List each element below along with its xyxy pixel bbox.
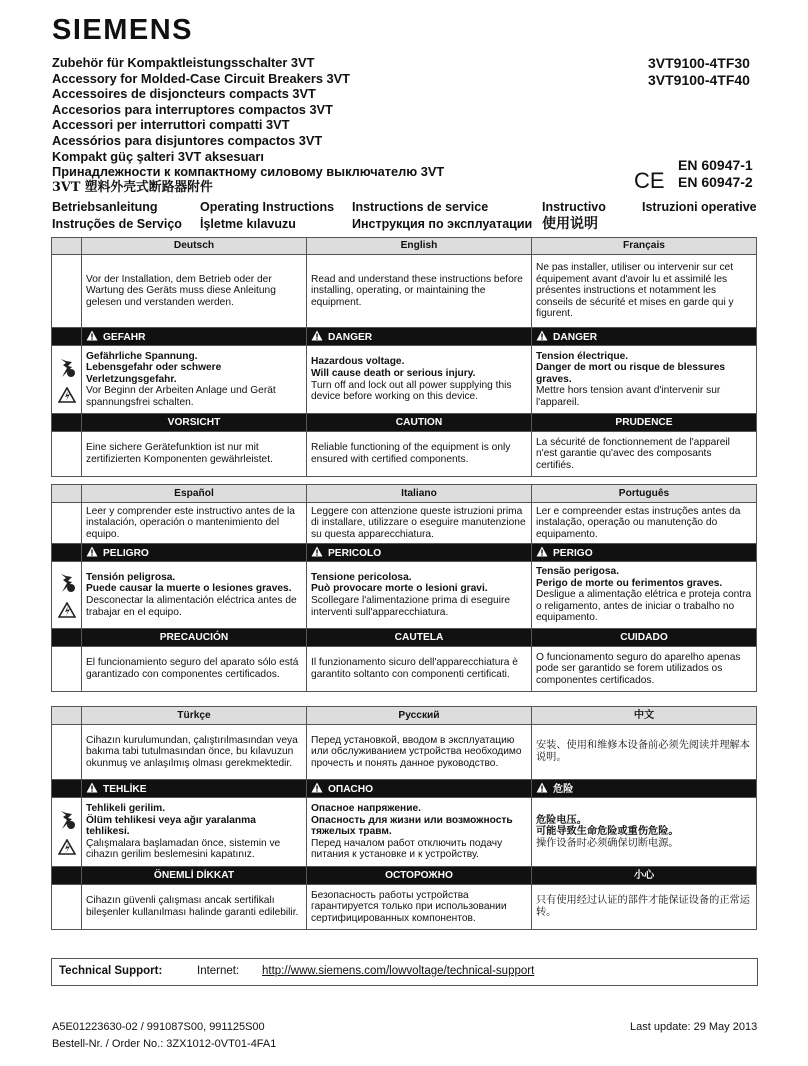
electric-hazard-icon bbox=[56, 357, 77, 403]
support-label: Technical Support: bbox=[59, 965, 163, 977]
caution-header: PRECAUCIÓN bbox=[82, 629, 307, 647]
lang-header: Français bbox=[532, 238, 757, 255]
caution-text: Cihazın güvenli çalışması ancak sertifikalı bileşenler kullanılması halinde garanti edilebilir. bbox=[82, 885, 307, 930]
warning-triangle-icon bbox=[86, 546, 98, 557]
warning-triangle-icon bbox=[86, 330, 98, 341]
caution-text: Il funzionamento sicuro dell'apparecchiatura è garantito soltanto con componenti certificati. bbox=[307, 647, 532, 692]
danger-body bbox=[82, 562, 307, 629]
instr-label: Инструкция по эксплуатации bbox=[352, 217, 533, 231]
lang-header: Português bbox=[532, 485, 757, 503]
intro-text: Ler e compreender estas instruções antes da instalação, operação ou manutenção do equipamento. bbox=[532, 503, 757, 544]
danger-text: Turn off and lock out all power supplying this device before working on this device. bbox=[311, 379, 512, 403]
danger-header bbox=[532, 544, 757, 562]
title-es: Accesorios para interruptores compactos 3VT bbox=[52, 101, 333, 117]
danger-bold-text: Hazardous voltage. Will cause death or serious injury. bbox=[311, 356, 476, 379]
danger-bold-text: Tension électrique. Danger de mort ou risque de blessures graves. bbox=[536, 350, 726, 385]
caution-blank bbox=[52, 432, 82, 477]
order-no: Bestell-Nr. / Order No.: 3ZX1012-0VT01-4FA1 bbox=[52, 1038, 277, 1050]
warning-triangle-icon bbox=[311, 330, 323, 341]
danger-label: GEFAHR bbox=[103, 331, 146, 343]
intro-blank bbox=[52, 255, 82, 328]
standards bbox=[678, 157, 753, 191]
instr-label: Instruções de Serviço bbox=[52, 217, 182, 231]
danger-label: PERIGO bbox=[553, 547, 593, 559]
danger-text: Scollegare l'alimentazione prima di eseguire interventi sull'apparecchiatura. bbox=[311, 595, 511, 618]
caution-blank bbox=[52, 885, 82, 930]
danger-text: 操作设备时必须确保切断电源。 bbox=[536, 837, 679, 849]
electric-hazard-icon bbox=[56, 809, 77, 855]
caution-header-blank bbox=[52, 867, 82, 885]
caution-text: Reliable functioning of the equipment is only ensured with certified components. bbox=[307, 432, 532, 477]
caution-header: ОСТОРОЖНО bbox=[307, 867, 532, 885]
caution-header: PRUDENCE bbox=[532, 414, 757, 432]
danger-label: TEHLİKE bbox=[103, 783, 147, 795]
title-fr: Accessoires de disjoncteurs compacts 3VT bbox=[52, 86, 316, 102]
warning-triangle-icon bbox=[86, 782, 98, 793]
safety-section bbox=[51, 706, 757, 930]
danger-body bbox=[532, 562, 757, 629]
danger-label: PELIGRO bbox=[103, 547, 149, 559]
danger-header-blank bbox=[52, 780, 82, 798]
last-update: Last update: 29 May 2013 bbox=[630, 1021, 758, 1033]
caution-text: Безопасность работы устройства гарантируется только при использовании сертифицированных компонентов. bbox=[307, 885, 532, 930]
support-link[interactable]: http://www.siemens.com/lowvoltage/technical-support bbox=[262, 965, 535, 977]
caution-header-blank bbox=[52, 629, 82, 647]
danger-text: Çalışmalara başlamadan önce, sistemin ve cihazın gerilim beslemesini kapatınız. bbox=[86, 837, 281, 861]
intro-blank bbox=[52, 725, 82, 780]
warning-triangle-icon bbox=[311, 782, 323, 793]
intro-text: Read and understand these instructions before installing, operating, or maintaining the equipment. bbox=[307, 255, 532, 328]
danger-text: Desconectar la alimentación eléctrica antes de trabajar en el equipo. bbox=[86, 595, 297, 618]
lang-header: English bbox=[307, 238, 532, 255]
danger-label: 危险 bbox=[553, 782, 574, 795]
instr-label: İşletme kılavuzu bbox=[200, 217, 296, 231]
danger-header bbox=[82, 328, 307, 346]
danger-text: Desligue a alimentação elétrica e proteja contra o religamento, antes de iniciar o trabalho no equipamento. bbox=[536, 589, 752, 624]
danger-label: DANGER bbox=[553, 331, 598, 343]
intro-text: Leggere con attenzione queste istruzioni prima di installare, utilizzare o eseguire manutenzione su questa apparecchiatura. bbox=[307, 503, 532, 544]
instr-label: Operating Instructions bbox=[200, 200, 335, 214]
electric-hazard-icon bbox=[56, 572, 77, 618]
lang-header-blank bbox=[52, 485, 82, 503]
safety-section bbox=[51, 237, 757, 477]
instr-label: Instructions de service bbox=[352, 200, 489, 214]
danger-header bbox=[307, 544, 532, 562]
intro-text: Ne pas installer, utiliser ou intervenir sur cet équipement avant d'avoir lu et assimilé les présentes instructions et notamment les conseils de sécurité et mises en garde qui y figurent. bbox=[532, 255, 757, 328]
danger-header bbox=[307, 780, 532, 798]
danger-header bbox=[82, 780, 307, 798]
lang-header: Русский bbox=[307, 707, 532, 725]
caution-header: 小心 bbox=[532, 867, 757, 885]
intro-text: Cihazın kurulumundan, çalıştırılmasından veya bakıma tabi tutulmasından önce, bu kılavuzun okunmuş ve anlaşılmış olması gerekmektedir. bbox=[82, 725, 307, 780]
danger-text: Перед началом работ отключить подачу питания к установке и к устройству. bbox=[311, 837, 503, 861]
hazard-symbols bbox=[52, 346, 82, 414]
intro-text: Vor der Installation, dem Betrieb oder der Wartung des Geräts muss diese Anleitung gelesen und verstanden werden. bbox=[82, 255, 307, 328]
warning-triangle-icon bbox=[536, 546, 548, 557]
caution-text: Eine sichere Gerätefunktion ist nur mit zertifizierten Komponenten gewährleistet. bbox=[82, 432, 307, 477]
danger-header-blank bbox=[52, 544, 82, 562]
danger-header-blank bbox=[52, 328, 82, 346]
danger-body bbox=[307, 798, 532, 867]
title-en: Accessory for Molded-Case Circuit Breakers 3VT bbox=[52, 70, 350, 86]
title-zh: 3VT 塑料外壳式断路器附件 bbox=[52, 179, 213, 195]
danger-header bbox=[82, 544, 307, 562]
title-de: Zubehör für Kompaktleistungsschalter 3VT bbox=[52, 55, 315, 70]
standard: EN 60947-2 bbox=[678, 174, 753, 190]
internet-label: Internet: bbox=[197, 965, 240, 977]
lang-header-blank bbox=[52, 707, 82, 725]
danger-label: DANGER bbox=[328, 331, 373, 343]
doc-id: A5E01223630-02 / 991087S00, 991125S00 bbox=[52, 1021, 265, 1033]
title-ru: Принадлежности к компактному силовому выключателю 3VT bbox=[52, 164, 445, 180]
lang-header: Italiano bbox=[307, 485, 532, 503]
danger-bold-text: Опасное напряжение. Опасность для жизни или возможность тяжелых травм. bbox=[311, 803, 513, 838]
product-titles bbox=[52, 55, 444, 195]
danger-label: ОПАСНО bbox=[328, 783, 373, 795]
danger-bold-text: Tensione pericolosa. Può provocare morte o lesioni gravi. bbox=[311, 571, 488, 595]
caution-text: El funcionamiento seguro del aparato sólo está garantizado con componentes certificados. bbox=[82, 647, 307, 692]
danger-text: Vor Beginn der Arbeiten Anlage und Gerät spannungsfrei schalten. bbox=[86, 385, 276, 408]
instr-label: Betriebsanleitung bbox=[52, 200, 158, 214]
danger-label: PERICOLO bbox=[328, 547, 382, 559]
danger-body bbox=[307, 562, 532, 629]
lang-header: Español bbox=[82, 485, 307, 503]
caution-header-blank bbox=[52, 414, 82, 432]
caution-text: O funcionamento seguro do aparelho apenas pode ser garantido se forem utilizados os componentes certificados. bbox=[532, 647, 757, 692]
lang-header-blank bbox=[52, 238, 82, 255]
intro-text: Leer y comprender este instructivo antes de la instalación, operación o mantenimiento del equipo. bbox=[82, 503, 307, 544]
technical-support-box bbox=[51, 958, 758, 986]
standard: EN 60947-1 bbox=[678, 157, 753, 173]
danger-header bbox=[307, 328, 532, 346]
caution-header: VORSICHT bbox=[82, 414, 307, 432]
title-it: Accessori per interruttori compatti 3VT bbox=[52, 117, 290, 133]
danger-body bbox=[532, 346, 757, 414]
caution-text: 只有使用经过认证的部件才能保证设备的正常运转。 bbox=[532, 885, 757, 930]
order-number: 3VT9100-4TF40 bbox=[648, 72, 750, 88]
danger-text: Mettre hors tension avant d'intervenir sur l'appareil. bbox=[536, 385, 721, 408]
danger-body bbox=[82, 346, 307, 414]
safety-section bbox=[51, 484, 757, 692]
instr-label: Instructivo bbox=[542, 200, 606, 214]
instr-label: Istruzioni operative bbox=[642, 200, 757, 214]
ce-mark: CE bbox=[634, 168, 665, 193]
danger-body bbox=[82, 798, 307, 867]
danger-bold-text: Tensão perigosa. Perigo de morte ou ferimentos graves. bbox=[536, 566, 723, 589]
intro-text: Перед установкой, вводом в эксплуатацию или обслуживанием устройства необходимо прочесть и понять данное руководство. bbox=[307, 725, 532, 780]
lang-header: Deutsch bbox=[82, 238, 307, 255]
instr-label: 使用说明 bbox=[542, 216, 598, 232]
danger-bold-text: Gefährliche Spannung. Lebensgefahr oder schwere Verletzungsgefahr. bbox=[86, 350, 222, 385]
caution-blank bbox=[52, 647, 82, 692]
title-pt: Acessórios para disjuntores compactos 3VT bbox=[52, 132, 323, 148]
order-number: 3VT9100-4TF30 bbox=[648, 55, 750, 71]
intro-blank bbox=[52, 503, 82, 544]
danger-header bbox=[532, 328, 757, 346]
danger-bold-text: Tensión peligrosa. Puede causar la muerte o lesiones graves. bbox=[86, 571, 292, 595]
intro-text: 安装、使用和维修本设备前必须先阅读并理解本说明。 bbox=[532, 725, 757, 780]
lang-header: Türkçe bbox=[82, 707, 307, 725]
title-tr: Kompakt güç şalteri 3VT aksesuarı bbox=[52, 148, 264, 164]
danger-bold-text: 危险电压。 可能导致生命危险或重伤危险。 bbox=[536, 813, 679, 838]
warning-triangle-icon bbox=[311, 546, 323, 557]
siemens-logo: SIEMENS bbox=[52, 14, 194, 46]
hazard-symbols bbox=[52, 798, 82, 867]
caution-header: CUIDADO bbox=[532, 629, 757, 647]
lang-header: 中文 bbox=[532, 707, 757, 725]
danger-body bbox=[307, 346, 532, 414]
danger-body bbox=[532, 798, 757, 867]
danger-header bbox=[532, 780, 757, 798]
warning-triangle-icon bbox=[536, 330, 548, 341]
caution-header: CAUTELA bbox=[307, 629, 532, 647]
order-numbers bbox=[648, 55, 750, 89]
warning-triangle-icon bbox=[536, 782, 548, 793]
caution-header: ÖNEMLİ DİKKAT bbox=[82, 867, 307, 885]
caution-text: La sécurité de fonctionnement de l'appareil n'est garantie qu'avec des composants certifiés. bbox=[532, 432, 757, 477]
danger-bold-text: Tehlikeli gerilim. Ölüm tehlikesi veya ağır yaralanma tehlikesi. bbox=[86, 803, 256, 838]
caution-header: CAUTION bbox=[307, 414, 532, 432]
hazard-symbols bbox=[52, 562, 82, 629]
